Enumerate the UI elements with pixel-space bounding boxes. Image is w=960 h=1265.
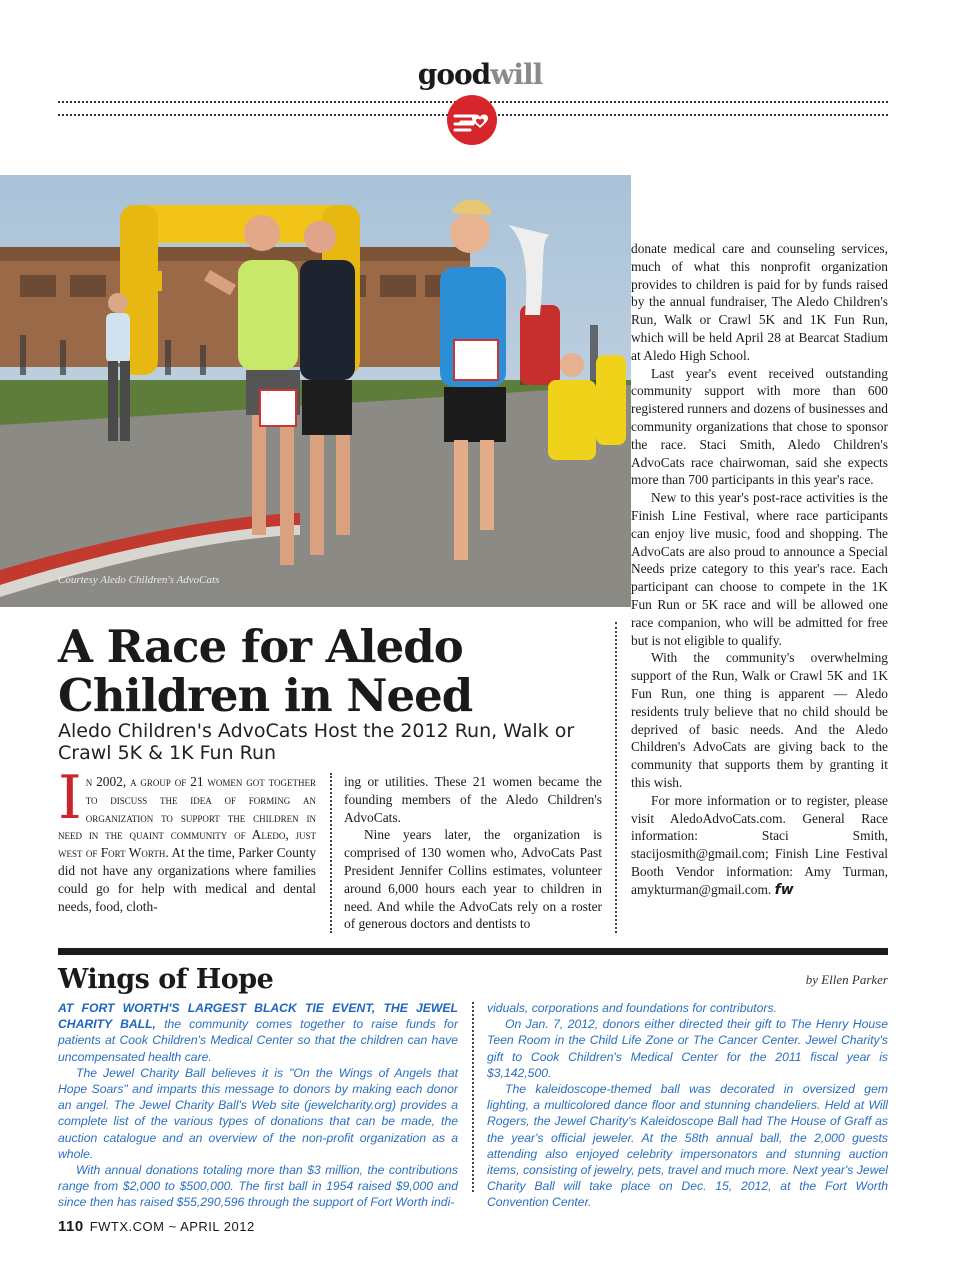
- page-number: 110: [58, 1218, 84, 1235]
- col3-paragraph-1: donate medical care and counseling services, much of what this nonprofit organization provides to children is paid for by funds raised by the annual fundraiser, The Aledo Children's Run, Walk or Crawl 5K and 1K Fun Run, which will be held April 28 at Bearcat Stadium at Aledo High School.: [631, 241, 888, 363]
- headline-line1: A Race for Aledo: [58, 620, 463, 673]
- col3-paragraph-5: For more information or to register, please visit AledoAdvoCats.com. General Race information: Staci Smith, stacijosmith@gmail.com; Finish Line Festival Booth Vendor information: Amy Turman, amykturman@gmail.com.: [631, 792, 888, 897]
- wings-p3: With annual donations totaling more than $3 million, the contributions range from $2,000 to $500,000. The first ball in 1954 raised $9,000 and since then has raised $55,290,596 through the support of Fort Worth indi-: [58, 1163, 458, 1210]
- article-subhead: Aledo Children's AdvoCats Host the 2012 Run, Walk or Crawl 5K & 1K Fun Run: [58, 720, 575, 764]
- section-title-word2: will: [490, 58, 543, 91]
- wings-column-2: [487, 1000, 888, 1211]
- col3-paragraph-3: New to this year's post-race activities is the Finish Line Festival, where race participants can enjoy live music, food and shopping. The AdvoCats are also proud to announce a Special Needs prize category to this year's race. Each participant can choose to compete in the 1K Fun Run or 5K race and will be allowed one race companion, who will be admitted for free but is not eligible to qualify.: [631, 490, 888, 648]
- column-divider: [615, 622, 617, 933]
- wings-title: Wings of Hope: [58, 964, 274, 995]
- column-divider: [330, 773, 332, 933]
- page-folio: [58, 1218, 255, 1235]
- wings-lead: AT FORT WORTH'S LARGEST BLACK TIE EVENT, THE JEWEL CHARITY BALL,: [58, 1001, 458, 1032]
- section-divider: [58, 948, 888, 955]
- wings-p5: On Jan. 7, 2012, donors either directed their gift to The Henry House Teen Room in the Child Life Zone or The Cancer Center. Jewel Charity's gift to Cook Children's Medical Center for the 2011 fiscal year is $3,142,500.: [487, 1017, 888, 1080]
- byline: by Ellen Parker: [805, 972, 888, 987]
- wings-p1: the community comes together to raise funds for patients at Cook Children's Medical Center so that the children can have uncompensated health care.: [58, 1017, 458, 1064]
- wings-column-1: [58, 1000, 458, 1211]
- col3-paragraph-2: Last year's event received outstanding community support with more than 600 registered runners and dozens of businesses and community organizations that chose to sponsor the race. Staci Smith, Aledo Children's AdvoCats race chairwoman, said she expects more than 700 participants in this year's race.: [631, 365, 888, 488]
- article-column-2: [344, 773, 602, 933]
- section-title: [0, 58, 960, 91]
- wings-p6: The kaleidoscope-themed ball was decorated in oversized gem lighting, a multicolored dance floor and stunning chandeliers. Held at Will Rogers, the Jewel Charity's Kaleidoscope Ball had The House of Graff as the year's official jeweler. At the 58th annual ball, the 2,000 guests attending also enjoyed celebrity impersonators and stunning auction items, consisting of jewelry, pets, travel and much more. Next year's Jewel Charity Ball will take place on Dec. 15, 2012, at the Fort Worth Convention Center.: [487, 1082, 888, 1210]
- hands-heart-icon: [446, 94, 498, 146]
- headline-line2: Children in Need: [58, 669, 473, 722]
- race-photo: [0, 175, 631, 607]
- section-title-word1: good: [417, 58, 491, 91]
- article-headline: [58, 622, 618, 720]
- lead-in-text: n 2002, a group of 21 women got together to discuss the idea of forming an organization to support the children in need in the quaint community of Aledo, just west of Fort Worth.: [58, 774, 316, 861]
- column-divider: [472, 1002, 474, 1192]
- col3-paragraph-4: With the community's overwhelming support of the Run, Walk or Crawl 5K and 1K Fun Run, one thing is apparent — Aledo residents truly believe that no child should be deprived of basic needs. And the Aledo Children's AdvoCats are giving back to the community that supports them by granting it this wish.: [631, 650, 888, 790]
- article-column-1: [58, 763, 317, 915]
- photo-credit: Courtesy Aledo Children's AdvoCats: [58, 574, 220, 586]
- col2-paragraph-2: Nine years later, the organization is comprised of 130 women who, AdvoCats Past President Jennifer Collins estimates, volunteer around 6,000 hours each year to children in need. And while the AdvoCats rely on a roster of generous doctors and dentists to: [344, 827, 602, 932]
- drop-cap: I: [58, 763, 82, 833]
- wings-p4: viduals, corporations and foundations for contributors.: [487, 1001, 777, 1015]
- article-column-3: [631, 240, 888, 899]
- col2-paragraph-1: ing or utilities. These 21 women became the founding members of the Aledo Children's AdvoCats.: [344, 774, 602, 825]
- col1-text: At the time, Parker County did not have any organizations where families could go for help with medical and dental needs, food, cloth-: [58, 845, 317, 914]
- folio-source: FWTX.COM ~ APRIL 2012: [89, 1219, 255, 1234]
- end-mark: fw: [774, 881, 794, 898]
- wings-p2: The Jewel Charity Ball believes it is "On the Wings of Angels that Hope Soars" and imparts this message to donors by making each donor an angel. The Jewel Charity Ball's Web site (jewelcharity.org) provides a complete list of the various types of donations that can be made, the auction catalogue and an overview of the non-profit organization as a whole.: [58, 1065, 458, 1161]
